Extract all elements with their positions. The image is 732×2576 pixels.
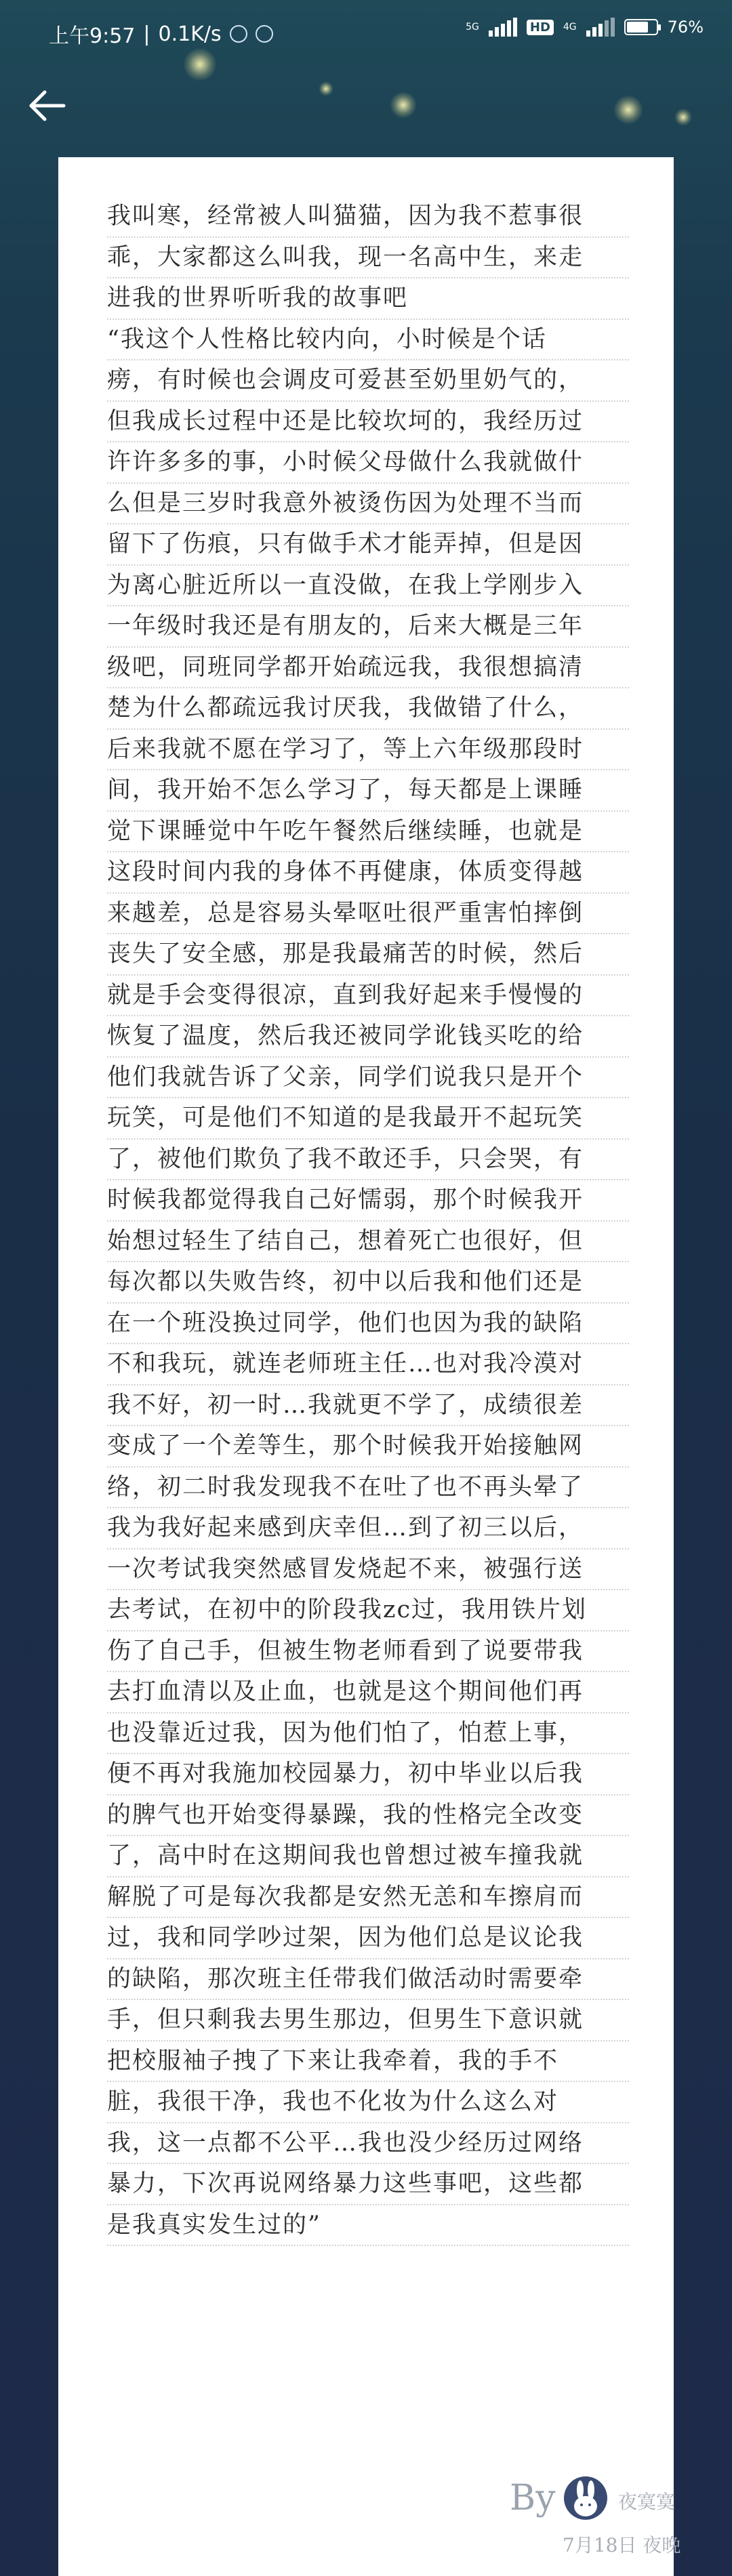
- text-line: 我叫寒，经常被人叫猫猫，因为我不惹事很: [107, 196, 629, 238]
- text-line: 留下了伤痕，只有做手术才能弄掉，但是因: [107, 524, 629, 566]
- text-line: 的缺陷，那次班主任带我们做活动时需要牵: [107, 1959, 629, 2001]
- text-line: 手，但只剩我去男生那边，但男生下意识就: [107, 2000, 629, 2041]
- text-line: 变成了一个差等生，那个时候我开始接触网: [107, 1426, 629, 1468]
- text-line: 在一个班没换过同学，他们也因为我的缺陷: [107, 1304, 629, 1345]
- text-line: 伤了自己手，但被生物老师看到了说要带我: [107, 1632, 629, 1673]
- arrow-left-icon: [27, 85, 68, 126]
- text-line: 么但是三岁时我意外被烫伤因为处理不当而: [107, 484, 629, 525]
- signature: [451, 2478, 681, 2559]
- battery-level: [627, 22, 648, 33]
- rabbit-avatar-icon: [564, 2476, 607, 2520]
- text-line: 乖，大家都这么叫我，现一名高中生，来走: [107, 238, 629, 279]
- text-line: 进我的世界听听我的故事吧: [107, 278, 629, 320]
- text-line: 后来我就不愿在学习了，等上六年级那段时: [107, 730, 629, 771]
- text-line: 了，被他们欺负了我不敢还手，只会哭，有: [107, 1140, 629, 1181]
- text-line: 一次考试我突然感冒发烧起不来，被强行送: [107, 1550, 629, 1591]
- text-line: 玩笑，可是他们不知道的是我最开不起玩笑: [107, 1098, 629, 1140]
- network-type-1: 5G: [466, 22, 479, 33]
- signature-by: By: [510, 2478, 556, 2518]
- hd-badge: HD: [527, 20, 554, 35]
- text-line: 不和我玩，就连老师班主任…也对我冷漠对: [107, 1344, 629, 1386]
- bokeh-light: [674, 108, 692, 126]
- network-type-2: 4G: [563, 22, 577, 33]
- text-line: 过，我和同学吵过架，因为他们总是议论我: [107, 1918, 629, 1959]
- avatar: [564, 2476, 607, 2520]
- text-line: 脏，我很干净，我也不化妆为什么这么对: [107, 2082, 629, 2123]
- text-line: 来越差，总是容易头晕呕吐很严重害怕摔倒: [107, 894, 629, 935]
- text-line: 痨，有时候也会调皮可爱甚至奶里奶气的，: [107, 360, 629, 402]
- text-line: 就是手会变得很凉，直到我好起来手慢慢的: [107, 976, 629, 1017]
- status-time: 上午9:57: [49, 24, 136, 48]
- text-line: 去考试，在初中的阶段我zc过，我用铁片划: [107, 1590, 629, 1632]
- text-line: 一年级时我还是有朋友的，后来大概是三年: [107, 606, 629, 648]
- text-line: 的脾气也开始变得暴躁，我的性格完全改变: [107, 1795, 629, 1837]
- status-bar: [0, 0, 732, 61]
- bokeh-light: [183, 47, 217, 81]
- text-line: 是我真实发生过的”: [107, 2205, 629, 2247]
- text-line: 络，初二时我发现我不在吐了也不再头晕了: [107, 1468, 629, 1509]
- text-line: 解脱了可是每次我都是安然无恙和车擦肩而: [107, 1877, 629, 1919]
- signature-note: 夜晚: [643, 2534, 681, 2556]
- bokeh-light: [319, 81, 333, 96]
- text-line: 也没靠近过我，因为他们怕了，怕惹上事，: [107, 1713, 629, 1755]
- text-line: “我这个人性格比较内向，小时候是个话: [107, 320, 629, 361]
- text-line: 丧失了安全感，那是我最痛苦的时候，然后: [107, 934, 629, 976]
- text-line: 把校服袖子拽了下来让我牵着，我的手不: [107, 2041, 629, 2083]
- text-line: 始想过轻生了结自己，想着死亡也很好，但: [107, 1222, 629, 1263]
- text-line: 每次都以失败告终，初中以后我和他们还是: [107, 1262, 629, 1304]
- status-right: [466, 18, 704, 37]
- status-left: [49, 19, 273, 49]
- text-line: 暴力，下次再说网络暴力这些事吧，这些都: [107, 2164, 629, 2205]
- text-line: 我不好，初一时…我就更不学了，成绩很差: [107, 1386, 629, 1427]
- battery-percent: 76%: [667, 18, 704, 37]
- globe-icon: [230, 25, 247, 43]
- text-line: 便不再对我施加校园暴力，初中毕业以后我: [107, 1754, 629, 1795]
- text-line: 了，高中时在这期间我也曾想过被车撞我就: [107, 1836, 629, 1877]
- text-line: 时候我都觉得我自己好懦弱，那个时候我开: [107, 1180, 629, 1222]
- signal-icon-2: [586, 18, 615, 37]
- signature-author: 夜寞寞: [618, 2491, 676, 2513]
- text-line: 为离心脏近所以一直没做，在我上学刚步入: [107, 566, 629, 607]
- text-line: 许许多多的事，小时候父母做什么我就做什: [107, 442, 629, 484]
- signature-date-value: 7月18日: [563, 2534, 637, 2556]
- battery-icon: [624, 19, 658, 35]
- text-line: 间，我开始不怎么学习了，每天都是上课睡: [107, 770, 629, 812]
- signal-icon-1: [489, 18, 517, 37]
- text-line: 他们我就告诉了父亲，同学们说我只是开个: [107, 1058, 629, 1099]
- status-divider: |: [143, 22, 150, 46]
- text-line: 楚为什么都疏远我讨厌我，我做错了什么，: [107, 688, 629, 730]
- browser-icon: [256, 25, 273, 43]
- text-line: 去打血清以及止血，也就是这个期间他们再: [107, 1672, 629, 1713]
- signature-date: [563, 2531, 680, 2558]
- back-button[interactable]: [27, 85, 68, 126]
- network-speed: 0.1K/s: [158, 22, 222, 46]
- text-line: 我为我好起来感到庆幸但…到了初三以后，: [107, 1508, 629, 1550]
- text-line: 但我成长过程中还是比较坎坷的，我经历过: [107, 402, 629, 443]
- text-line: 级吧，同班同学都开始疏远我，我很想搞清: [107, 648, 629, 689]
- bokeh-light: [390, 91, 417, 119]
- text-line: 恢复了温度，然后我还被同学讹钱买吃的给: [107, 1016, 629, 1058]
- note-paper: [58, 157, 681, 2576]
- text-line: 这段时间内我的身体不再健康，体质变得越: [107, 852, 629, 894]
- text-line: 我，这一点都不公平…我也没少经历过网络: [107, 2123, 629, 2165]
- text-line: 觉下课睡觉中午吃午餐然后继续睡，也就是: [107, 812, 629, 853]
- bokeh-light: [613, 95, 643, 125]
- article-text: [107, 196, 629, 2246]
